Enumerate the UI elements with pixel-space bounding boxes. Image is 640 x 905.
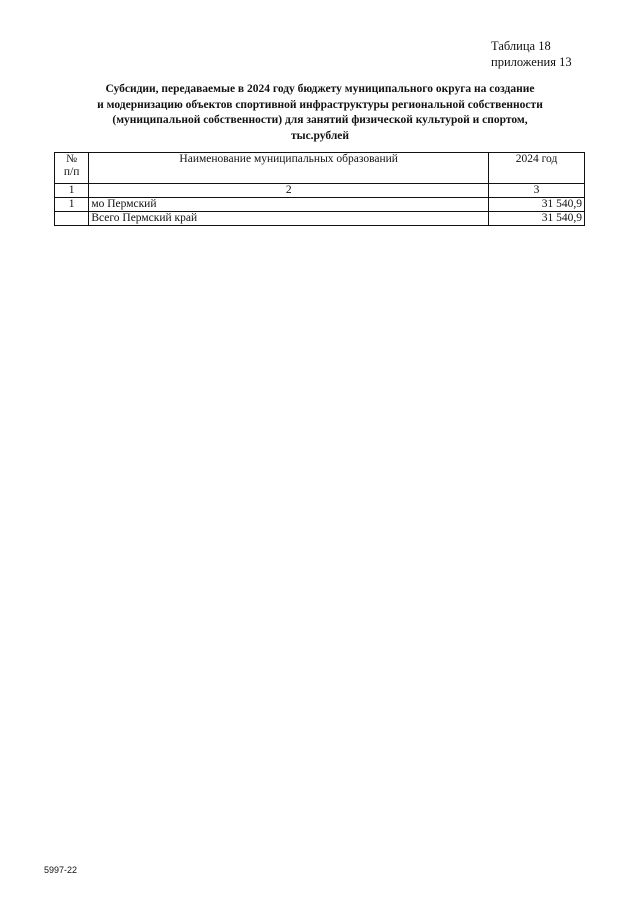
column-number-row (55, 184, 585, 198)
column-number: 3 (489, 184, 585, 198)
title-line: (муниципальной собственности) для занятий физической культурой и спортом, (112, 114, 528, 126)
title-line: и модернизацию объектов спортивной инфраструктуры региональной собственности (97, 98, 543, 111)
header-number-symbol: № (66, 153, 78, 165)
total-value: 31 540,9 (489, 212, 585, 226)
column-number: 2 (89, 184, 489, 198)
column-number: 1 (55, 184, 89, 198)
appendix-number: приложения 13 (491, 55, 572, 69)
row-value: 31 540,9 (489, 198, 585, 212)
title-units: тыс.рублей (290, 129, 350, 142)
title-line: Субсидии, передаваемые в 2024 году бюджету муниципального округа на создание (105, 83, 535, 95)
header-name: Наименование муниципальных образований (89, 153, 489, 184)
header-number-abbrev: п/п (63, 166, 80, 178)
document-title (60, 82, 580, 144)
total-label: Всего Пермский край (89, 212, 489, 226)
row-number: 1 (55, 198, 89, 212)
table-row (55, 198, 585, 212)
total-number-cell (55, 212, 89, 226)
table-number: Таблица 18 (491, 39, 551, 53)
row-name: мо Пермский (89, 198, 489, 212)
total-row (55, 212, 585, 226)
subsidy-table (54, 152, 585, 226)
document-code: 5997-22 (44, 865, 78, 875)
table-reference (491, 38, 572, 70)
header-number (55, 153, 89, 184)
header-year: 2024 год (489, 153, 585, 184)
table-header-row (55, 153, 585, 184)
